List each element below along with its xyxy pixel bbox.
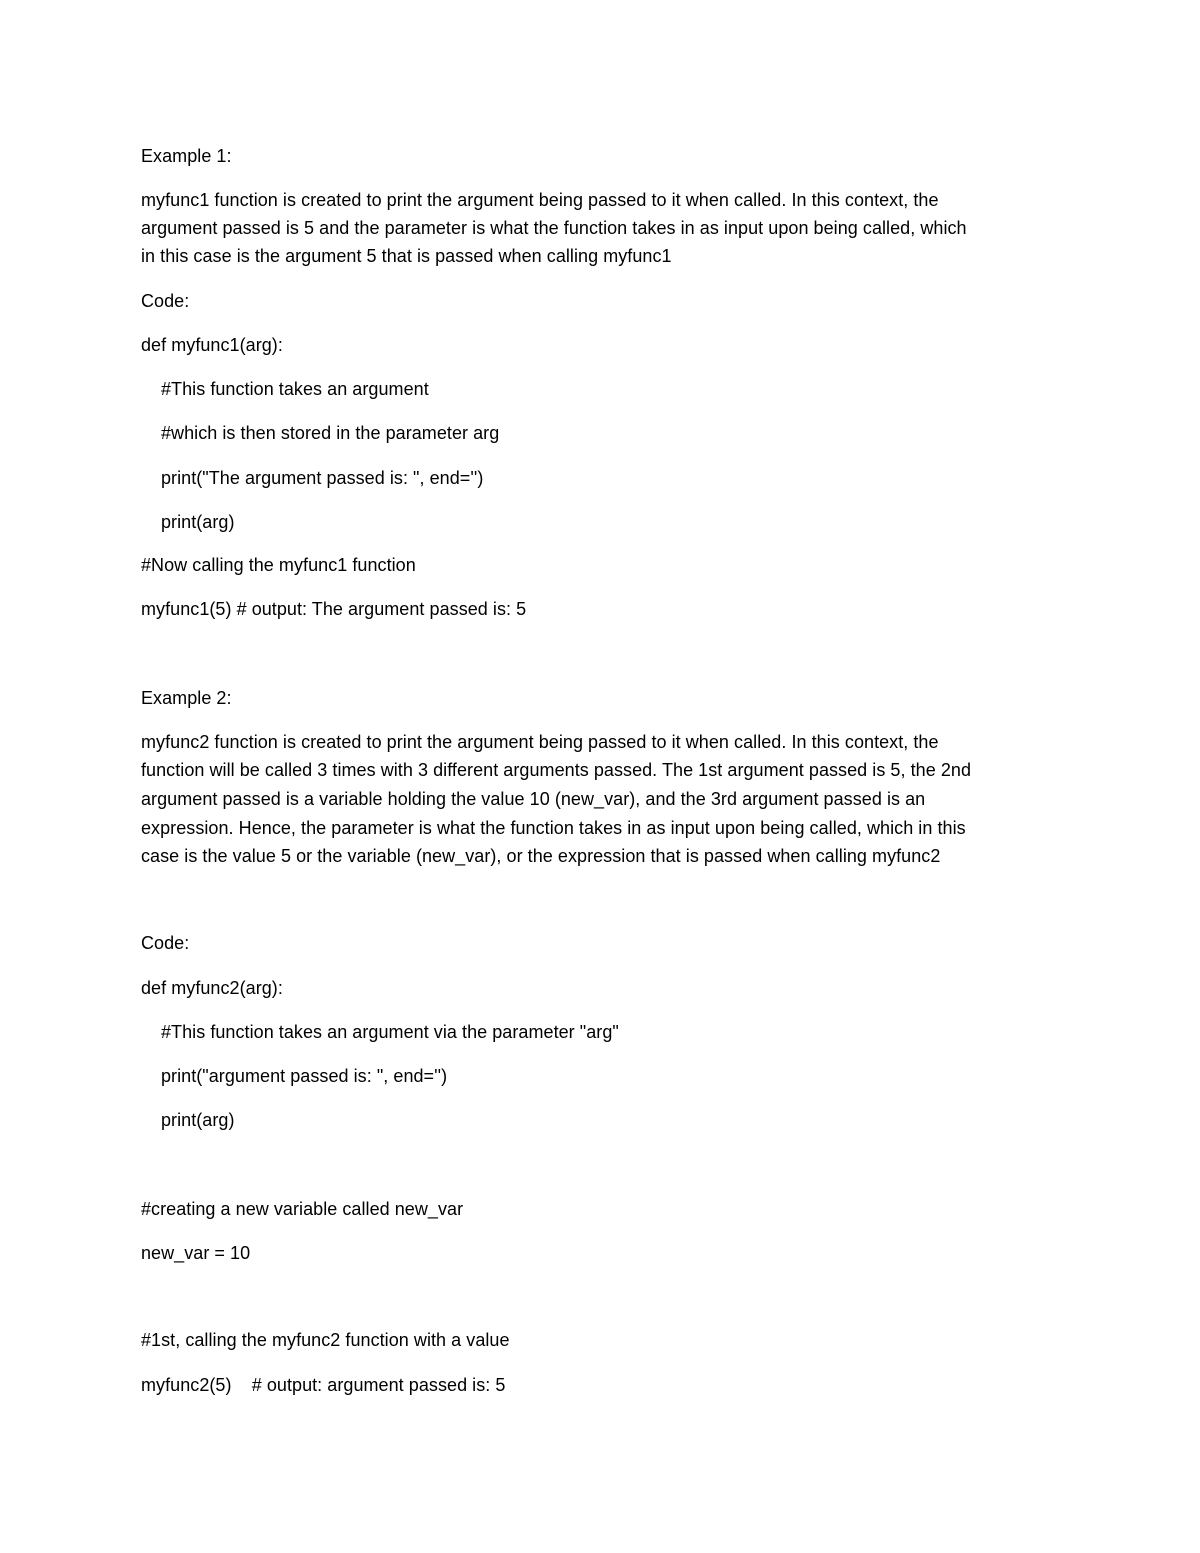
example1-description-line: myfunc1 function is created to print the argument being passed to it when called. In this context, the <box>141 190 939 210</box>
example2-description-line: expression. Hence, the parameter is what the function takes in as input upon being called, which in this <box>141 818 966 838</box>
example1-code-label: Code: <box>141 291 190 311</box>
code-line: #This function takes an argument <box>161 379 429 399</box>
code-line: print(arg) <box>161 512 235 532</box>
example1-heading: Example 1: <box>141 146 232 166</box>
code-line: myfunc2(5) # output: argument passed is: 5 <box>141 1375 506 1395</box>
code-line: #which is then stored in the parameter arg <box>161 423 500 443</box>
code-line: def myfunc2(arg): <box>141 978 283 998</box>
code-line: #1st, calling the myfunc2 function with a value <box>141 1330 510 1350</box>
code-line: #Now calling the myfunc1 function <box>141 555 416 575</box>
example2-heading: Example 2: <box>141 688 232 708</box>
code-line: #This function takes an argument via the parameter "arg" <box>161 1022 619 1042</box>
example2-description-line: case is the value 5 or the variable (new_var), or the expression that is passed when calling myfunc2 <box>141 846 941 866</box>
code-line: print("The argument passed is: ", end='') <box>161 468 484 488</box>
example2-description-line: argument passed is a variable holding the value 10 (new_var), and the 3rd argument passed is an <box>141 789 926 809</box>
code-line: def myfunc1(arg): <box>141 335 283 355</box>
code-line: myfunc1(5) # output: The argument passed is: 5 <box>141 599 527 619</box>
example1-description-line: in this case is the argument 5 that is passed when calling myfunc1 <box>141 246 672 266</box>
code-line: #creating a new variable called new_var <box>141 1199 464 1219</box>
example1-description-line: argument passed is 5 and the parameter is what the function takes in as input upon being called, which <box>141 218 967 238</box>
example2-description-line: myfunc2 function is created to print the argument being passed to it when called. In this context, the <box>141 732 939 752</box>
example2-code-label: Code: <box>141 933 190 953</box>
example2-description-line: function will be called 3 times with 3 different arguments passed. The 1st argument passed is 5, the 2nd <box>141 760 971 780</box>
code-line: print(arg) <box>161 1110 235 1130</box>
code-line: new_var = 10 <box>141 1243 251 1263</box>
code-line: print("argument passed is: ", end='') <box>161 1066 448 1086</box>
